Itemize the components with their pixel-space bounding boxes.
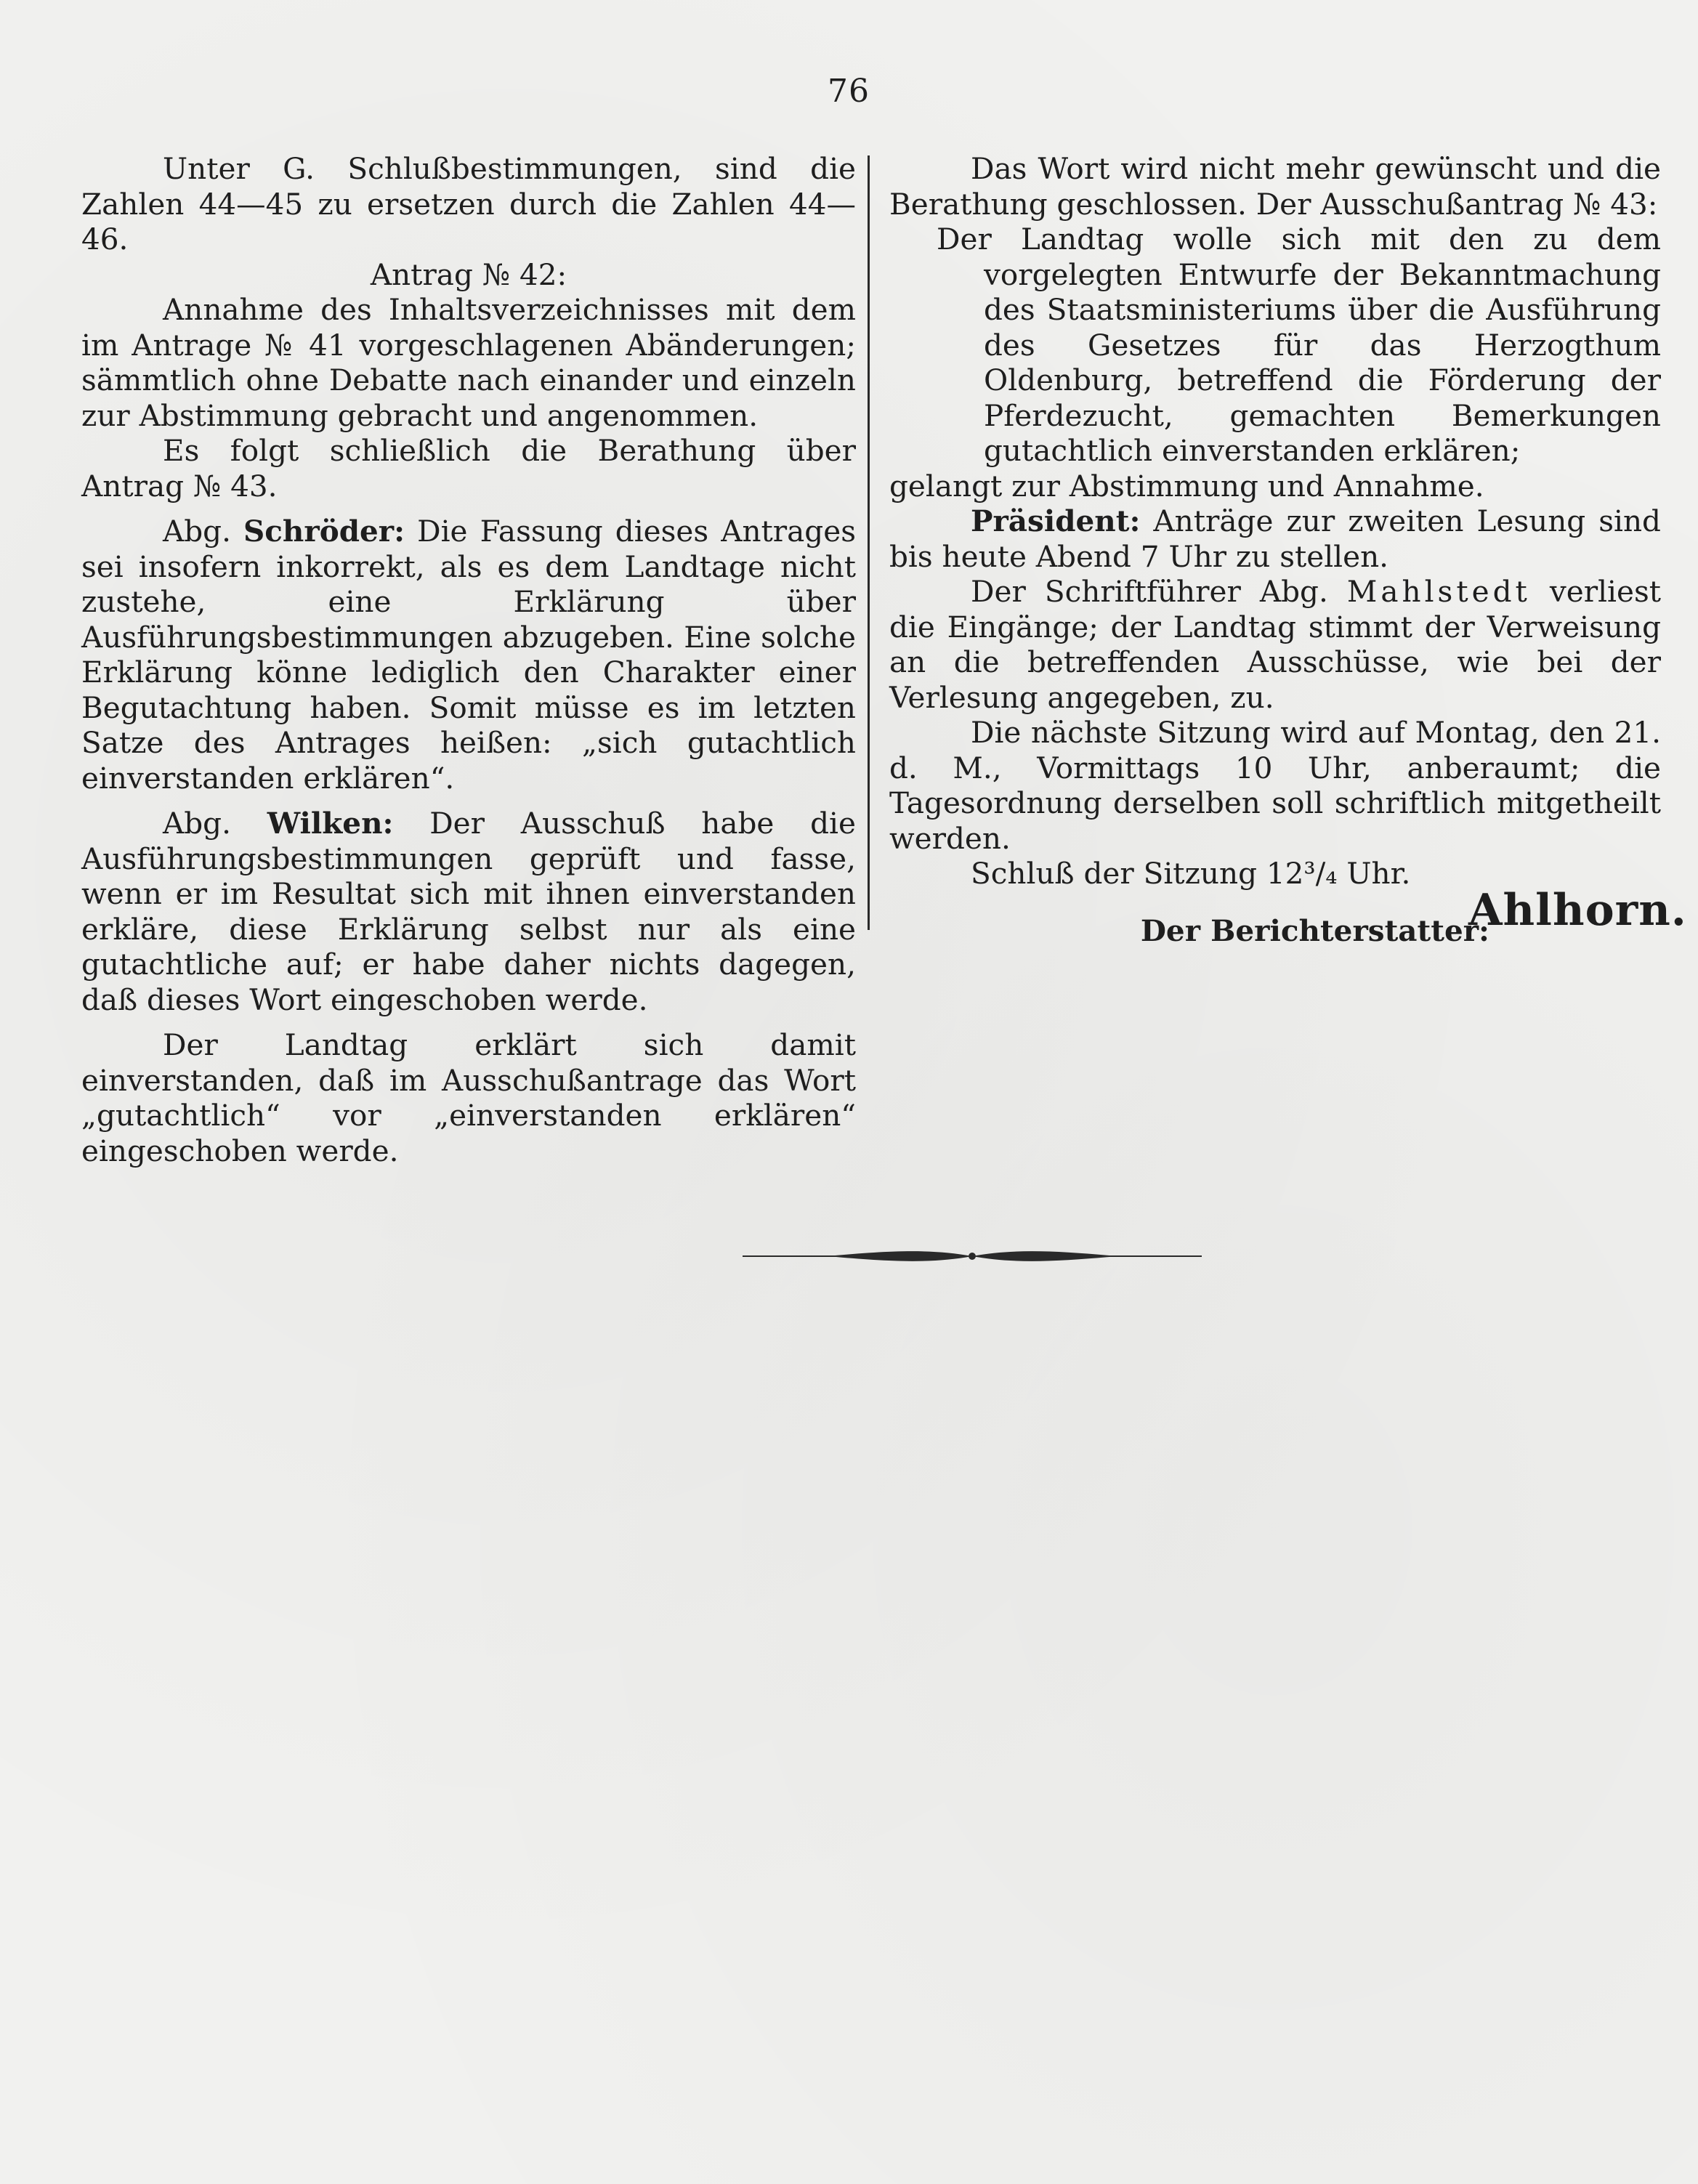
paragraph-wilken xyxy=(81,806,856,1017)
secretary-name: Mahlstedt xyxy=(1346,574,1531,609)
column-divider xyxy=(868,155,870,930)
paragraph-vote: gelangt zur Abstimmung und Annahme. xyxy=(889,468,1484,503)
paragraph-debate-closed: Das Wort wird nicht mehr gewünscht und die Berathung geschlossen. Der Ausschußantrag № 43: xyxy=(889,151,1661,222)
paragraph-secretary xyxy=(889,574,1661,715)
secretary-text: verliest die Eingänge; der Landtag stimmt der Verweisung an die betreffenden Ausschüsse, wie bei der Verlesung angegeben, zu. xyxy=(889,574,1662,715)
secretary-prefix: Der Schriftführer Abg. xyxy=(971,574,1347,609)
signature-name: Ahlhorn. xyxy=(1468,885,1687,936)
paragraph-president xyxy=(889,503,1661,574)
right-column xyxy=(889,151,1661,948)
paragraph-next-session: Die nächste Sitzung wird auf Montag, den 21. d. M., Vormittags 10 Uhr, anberaumt; die Tagesordnung derselben soll schriftlich mitgetheilt werden. xyxy=(889,715,1661,856)
paragraph-landtag-agrees: Der Landtag erklärt sich damit einverstanden, daß im Ausschußantrage das Wort „gutachtlich“ vor „einverstanden erklären“ eingeschoben werde. xyxy=(81,1027,856,1168)
speaker-wilken: Wilken: xyxy=(267,806,394,841)
speaker-president: Präsident: xyxy=(971,503,1141,538)
speaker-prefix: Abg. xyxy=(163,514,244,549)
paragraph-motion-43-text: Der Landtag wolle sich mit den zu dem vorgelegten Entwurfe der Bekanntmachung des Staatsministeriums über die Ausführung des Gesetzes für das Herzogthum Oldenburg, betreffend die Förderung der Pferdezucht, gemachten Bemerkungen gutachtlich einverstanden erklären; xyxy=(937,222,1661,468)
paragraph-deliberation-43: Es folgt schließlich die Berathung über Antrag № 43. xyxy=(81,433,856,503)
page-number: 76 xyxy=(828,73,870,110)
speaker-prefix: Abg. xyxy=(163,806,267,841)
speech-text: Die Fassung dieses Antrages sei insofern inkorrekt, als es dem Landtage nicht zustehe, eine Erklärung über Ausführungsbestimmungen abzugeben. Eine solche Erklärung könne lediglich den Charakter einer Begutachtung haben. Somit müsse es im letzten Satze des Antrages heißen: „sich gutachtlich einverstanden erklären“. xyxy=(81,514,856,796)
ornament-divider-icon xyxy=(740,1244,1205,1269)
speech-text: Der Ausschuß habe die Ausführungsbestimmungen geprüft und fasse, wenn er im Resultat sich mit ihnen einverstanden erkläre, diese Erklärung selbst nur als eine gutachtliche auf; er habe daher nichts dagegen, daß dieses Wort eingeschoben werde. xyxy=(81,806,856,1017)
paragraph-schlussbestimmungen: Unter G. Schlußbestimmungen, sind die Zahlen 44—45 zu ersetzen durch die Zahlen 44—46. xyxy=(81,151,856,256)
paragraph-session-close: Schluß der Sitzung 12³/₄ Uhr. xyxy=(971,856,1411,891)
signature-intro: Der Berichterstatter: xyxy=(1140,913,1489,948)
left-column xyxy=(81,151,856,1168)
speaker-schroeder: Schröder: xyxy=(243,514,405,549)
motion-heading-42: Antrag № 42: xyxy=(370,256,567,292)
paragraph-schroeder xyxy=(81,514,856,796)
paragraph-motion-42: Annahme des Inhaltsverzeichnisses mit dem im Antrage № 41 vorgeschlagenen Abänderungen; sämmtlich ohne Debatte nach einander und einzeln zur Abstimmung gebracht und angenommen. xyxy=(81,292,856,433)
speech-text: Anträge zur zweiten Lesung sind bis heute Abend 7 Uhr zu stellen. xyxy=(889,503,1661,574)
